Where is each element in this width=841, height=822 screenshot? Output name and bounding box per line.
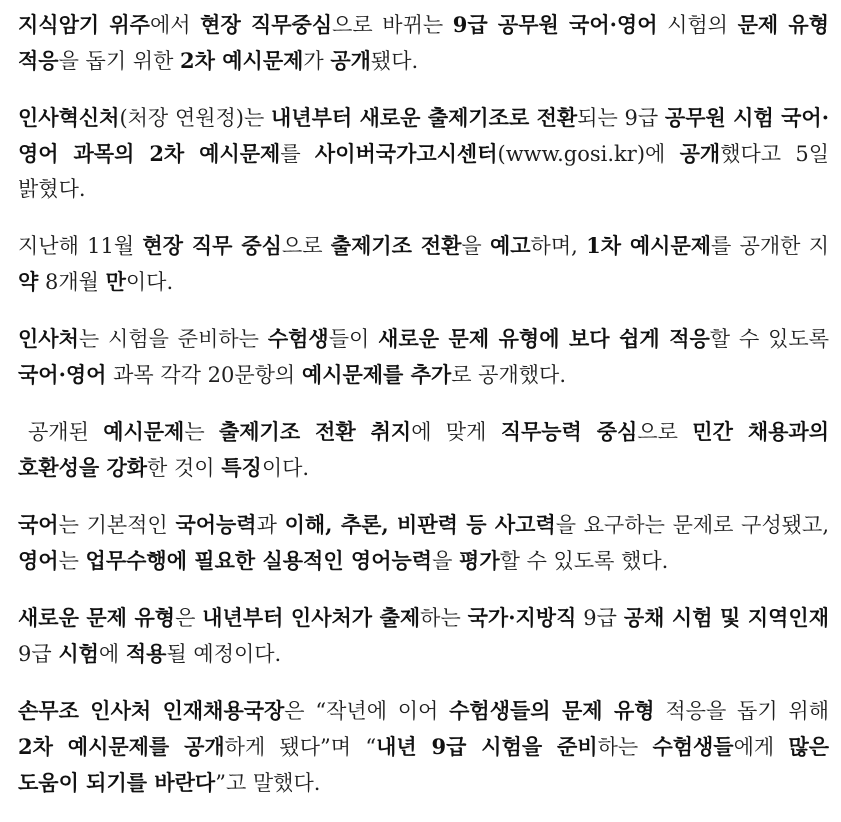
bold-text-run: 인사혁신처 bbox=[18, 105, 120, 130]
text-run: 을 요구하는 문제로 구성됐고, bbox=[555, 513, 829, 537]
bold-text-run: 손무조 인사처 인재채용국장 bbox=[18, 698, 285, 723]
bold-text-run: 업무수행에 필요한 실용적인 영어능력 bbox=[85, 548, 433, 573]
text-run: 8개월 bbox=[38, 270, 106, 294]
bold-text-run: 국가·지방직 bbox=[467, 605, 577, 630]
bold-text-run: 지식암기 위주 bbox=[18, 12, 150, 37]
bold-text-run: 적용 bbox=[125, 641, 167, 666]
text-run: 는 bbox=[58, 549, 86, 573]
bold-text-run: 사이버국가고시센터 bbox=[314, 141, 498, 166]
text-run: 를 공개한 지 bbox=[711, 234, 829, 258]
text-run: 에 맞게 bbox=[411, 420, 501, 444]
text-run: 는 기본적인 bbox=[58, 513, 176, 537]
bold-text-run: 출제기조 전환 취지 bbox=[218, 419, 412, 444]
bold-text-run: 약 bbox=[18, 269, 39, 294]
bold-text-run: 예시문제 bbox=[103, 419, 185, 444]
text-run: 들이 bbox=[328, 327, 379, 351]
text-run: 하는 bbox=[420, 606, 468, 630]
text-run: 하게 됐다”며 “ bbox=[224, 735, 377, 759]
bold-text-run: 시험 bbox=[58, 641, 99, 666]
article-paragraph bbox=[18, 7, 829, 79]
text-run: 를 bbox=[280, 142, 315, 166]
text-run: 은 bbox=[175, 606, 203, 630]
bold-text-run: 새로운 문제 유형 bbox=[18, 605, 176, 630]
text-run: 에서 bbox=[149, 13, 201, 37]
text-run: 20문항의 bbox=[207, 363, 302, 387]
text-run: 이다. bbox=[261, 456, 310, 480]
article-paragraph bbox=[18, 414, 829, 486]
bold-text-run: 특징 bbox=[221, 455, 262, 480]
text-run: 시험의 bbox=[657, 13, 738, 37]
bold-text-run: 공채 시험 및 지역인재 bbox=[623, 605, 829, 630]
text-run: 공개된 bbox=[28, 420, 104, 444]
bold-text-run: 문제 유형 적응 bbox=[18, 12, 829, 73]
bold-text-run: 2차 예시문제를 공개 bbox=[18, 734, 225, 759]
text-run: 할 수 있도록 했다. bbox=[499, 549, 669, 573]
article-paragraph bbox=[18, 228, 829, 300]
bold-text-run: 만 bbox=[105, 269, 126, 294]
text-run: 한 것이 bbox=[147, 456, 222, 480]
text-run: 가 bbox=[303, 49, 331, 73]
text-run: 으로 bbox=[281, 234, 331, 258]
text-run: 에 bbox=[98, 642, 126, 666]
article-paragraph bbox=[18, 507, 829, 579]
text-run: 했다고 5일 밝혔다. bbox=[18, 142, 830, 201]
bold-text-run: 수험생 bbox=[267, 326, 329, 351]
article-paragraph bbox=[18, 100, 829, 207]
text-run: 으로 bbox=[637, 420, 693, 444]
text-run: 에게 bbox=[733, 735, 789, 759]
bold-text-run: 현장 직무중심 bbox=[200, 12, 333, 37]
text-run: 이다. bbox=[125, 270, 174, 294]
text-run: 하는 bbox=[597, 735, 653, 759]
text-run: 지난해 11월 bbox=[18, 234, 143, 258]
bold-text-run: 이해, 추론, 비판력 등 사고력 bbox=[284, 512, 556, 537]
bold-text-run: 국어 bbox=[18, 512, 59, 537]
article-paragraph bbox=[18, 600, 829, 672]
text-run: 으로 바뀌는 bbox=[332, 13, 453, 37]
bold-text-run: 9급 공무원 국어·영어 bbox=[452, 12, 658, 37]
bold-text-run: 내년 9급 시험을 준비 bbox=[376, 734, 598, 759]
bold-text-run: 2차 예시문제 bbox=[180, 48, 304, 73]
text-run: 을 bbox=[461, 234, 490, 258]
bold-text-run: 수험생들 bbox=[652, 734, 734, 759]
bold-text-run: 국어·영어 bbox=[18, 362, 107, 387]
text-run: 과목 각각 bbox=[106, 363, 208, 387]
text-run: 될 예정이다. bbox=[166, 642, 282, 666]
bold-text-run: 수험생들의 문제 유형 bbox=[449, 698, 655, 723]
bold-text-run: 예고 bbox=[489, 233, 531, 258]
bold-text-run: 출제기조 전환 bbox=[330, 233, 462, 258]
bold-text-run: 공개 bbox=[330, 48, 371, 73]
text-run: 9급 bbox=[576, 606, 624, 630]
text-run: 는 시험을 준비하는 bbox=[78, 327, 268, 351]
text-run: 로 공개했다. bbox=[451, 363, 566, 387]
bold-text-run: 내년부터 인사처가 출제 bbox=[202, 605, 421, 630]
bold-text-run: 직무능력 중심 bbox=[500, 419, 638, 444]
article-paragraph bbox=[18, 321, 829, 393]
text-run: (처장 연원정)는 bbox=[119, 106, 272, 130]
text-run: 됐다. bbox=[370, 49, 419, 73]
text-run: 9급 bbox=[18, 642, 59, 666]
bold-text-run: 현장 직무 중심 bbox=[142, 233, 282, 258]
bold-text-run: 국어능력 bbox=[175, 512, 257, 537]
text-run: 할 수 있도록 bbox=[709, 327, 830, 351]
bold-text-run: 인사처 bbox=[18, 326, 79, 351]
bold-text-run: 공개 bbox=[679, 141, 721, 166]
text-run: 을 bbox=[432, 549, 460, 573]
text-run: 과 bbox=[256, 513, 285, 537]
bold-text-run: 영어 bbox=[18, 548, 59, 573]
text-run: (www.gosi.kr)에 bbox=[497, 142, 680, 166]
bold-text-run: 민간 채용과의 호환성을 강화 bbox=[18, 419, 829, 480]
bold-text-run: 많은 도움이 되기를 바란다 bbox=[18, 734, 830, 795]
article-body bbox=[18, 7, 829, 822]
article-paragraph bbox=[18, 693, 829, 801]
bold-text-run: 공무원 시험 국어·영어 과목의 2차 예시문제 bbox=[18, 105, 830, 166]
text-run: 은 “작년에 이어 bbox=[284, 699, 450, 723]
text-run: ”고 말했다. bbox=[215, 771, 321, 795]
text-run: 을 돕기 위한 bbox=[58, 49, 181, 73]
bold-text-run: 1차 예시문제 bbox=[586, 233, 712, 258]
bold-text-run: 새로운 문제 유형에 보다 쉽게 적응 bbox=[378, 326, 710, 351]
text-run: 하며, bbox=[530, 234, 587, 258]
text-run: 적응을 돕기 위해 bbox=[654, 699, 829, 723]
bold-text-run: 예시문제를 추가 bbox=[301, 362, 452, 387]
bold-text-run: 내년부터 새로운 출제기조로 전환 bbox=[271, 105, 578, 130]
text-run: 되는 9급 bbox=[577, 106, 665, 130]
bold-text-run: 평가 bbox=[459, 548, 500, 573]
text-run: 는 bbox=[184, 420, 219, 444]
